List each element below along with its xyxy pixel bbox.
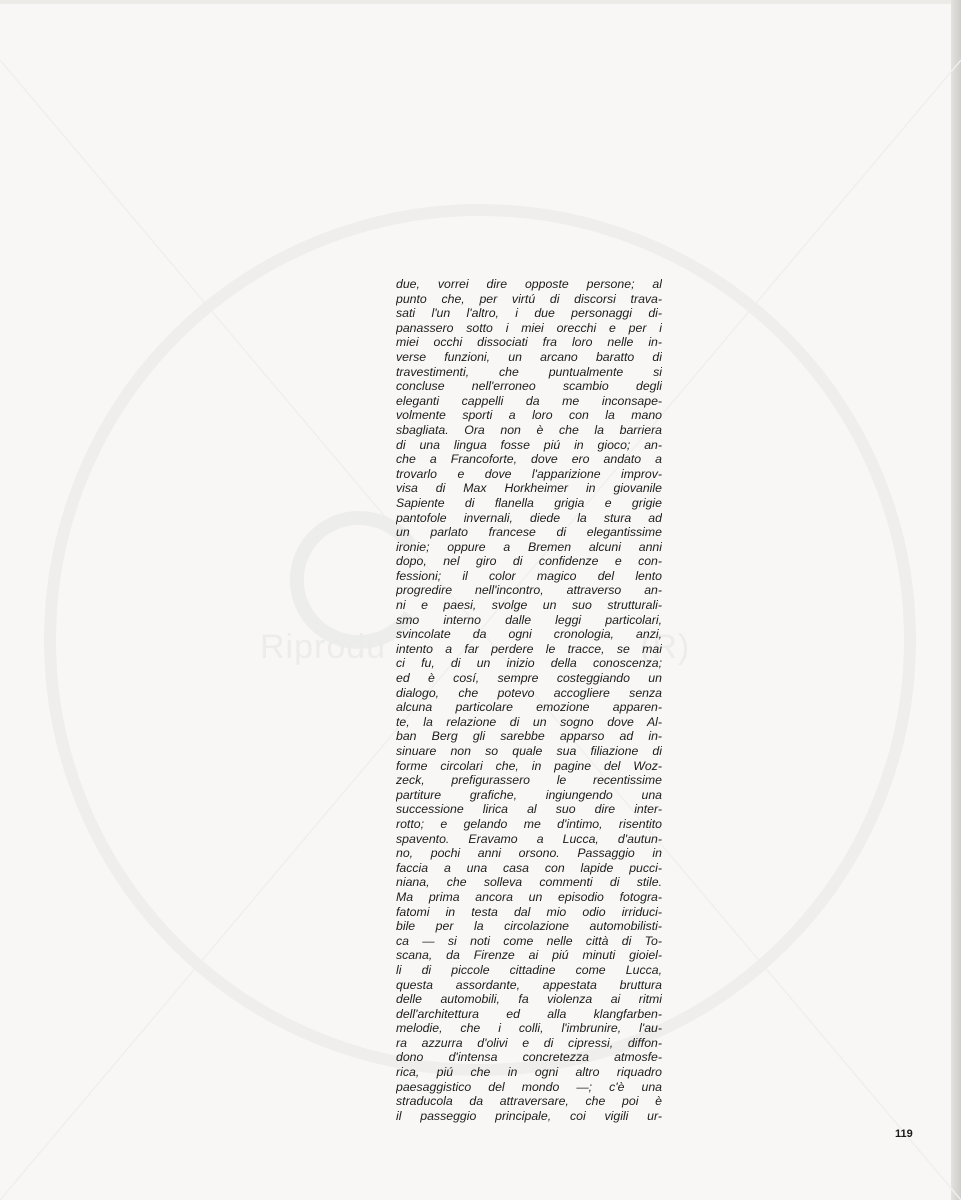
text-line: sati l'un l'altro, i due personaggi di- [396,306,662,321]
text-line: zeck, prefigurassero le recentissime [396,773,662,788]
text-line: travestimenti, che puntualmente si [396,364,662,379]
text-line: dell'architettura ed alla klangfarben- [396,1006,662,1021]
text-line: ed è cosí, sempre costeggiando un [396,671,662,686]
text-line: ban Berg gli sarebbe apparso ad in- [396,729,662,744]
text-line: partiture grafiche, ingiungendo una [396,787,662,802]
text-line: dono d'intensa concretezza atmosfe- [396,1050,662,1065]
text-line: trovarlo e dove l'apparizione improv- [396,466,662,481]
text-line: fatomi in testa dal mio odio irriduci- [396,904,662,919]
text-line: due, vorrei dire opposte persone; al [396,277,662,291]
text-line: un parlato francese di elegantissime [396,525,662,540]
text-line: dopo, nel giro di confidenze e con- [396,554,662,569]
text-line: volmente sporti a loro con la mano [396,408,662,423]
text-line: verse funzioni, un arcano baratto di [396,349,662,364]
watermark-c-logo [297,518,410,642]
text-line: pantofole invernali, diede la stura ad [396,510,662,525]
text-line: te, la relazione di un sogno dove Al- [396,714,662,729]
text-line: alcuna particolare emozione apparen- [396,700,662,715]
page-number: 119 [895,1128,913,1140]
text-line: bile per la circolazione automobilisti- [396,919,662,934]
text-line: visa di Max Horkheimer in giovanile [396,481,662,496]
text-line: faccia a una casa con lapide pucci- [396,860,662,875]
text-line: straducola da attraversare, che poi è [396,1094,662,1109]
text-line: successione lirica al suo dire inter- [396,802,662,817]
text-line: miei occhi dissociati fra loro nelle in- [396,335,662,350]
text-line: intento a far perdere le tracce, se mai [396,641,662,656]
text-line: spavento. Eravamo a Lucca, d'autun- [396,831,662,846]
text-line: che a Francoforte, dove ero andato a [396,452,662,467]
text-line: concluse nell'erroneo scambio degli [396,379,662,394]
watermark-text-left: Riprodu [260,628,387,666]
text-line: Sapiente di flanella grigia e grigie [396,495,662,510]
text-line: il passeggio principale, coi vigili ur- [396,1108,662,1123]
text-line: li di piccole cittadine come Lucca, [396,962,662,977]
text-line: rotto; e gelando me d'intimo, risentito [396,816,662,831]
text-line: niana, che solleva commenti di stile. [396,875,662,890]
text-line: punto che, per virtú di discorsi trava- [396,291,662,306]
text-line: fessioni; il color magico del lento [396,568,662,583]
text-line: forme circolari che, in pagine del Woz- [396,758,662,773]
text-line: no, pochi anni orsono. Passaggio in [396,846,662,861]
text-line: panassero sotto i miei orecchi e per i [396,320,662,335]
text-line: sbagliata. Ora non è che la barriera [396,422,662,437]
text-line: ca — si noti come nelle città di To- [396,933,662,948]
text-line: scana, da Firenze ai piú minuti gioiel- [396,948,662,963]
text-line: ci fu, di un inizio della conoscenza; [396,656,662,671]
text-line: dialogo, che potevo accogliere senza [396,685,662,700]
text-line: di una lingua fosse piú in gioco; an- [396,437,662,452]
text-line: ironie; oppure a Bremen alcuni anni [396,539,662,554]
text-line: delle automobili, fa violenza ai ritmi [396,992,662,1007]
watermark-text-right: (R) [640,628,691,666]
text-line: melodie, che i colli, l'imbrunire, l'au- [396,1021,662,1036]
text-line: ra azzurra d'olivi e di cipressi, diffon- [396,1035,662,1050]
text-line: eleganti cappelli da me inconsape- [396,393,662,408]
text-column [396,277,662,1123]
text-line: Ma prima ancora un episodio fotogra- [396,889,662,904]
text-line: questa assordante, appestata bruttura [396,977,662,992]
text-line: svincolate da ogni cronologia, anzi, [396,627,662,642]
text-line: rica, piú che in ogni altro riquadro [396,1065,662,1080]
text-line: progredire nell'incontro, attraverso an- [396,583,662,598]
text-line: ni e paesi, svolge un suo strutturali- [396,598,662,613]
text-line: paesaggistico del mondo —; c'è una [396,1079,662,1094]
text-line: sinuare non so quale sua filiazione di [396,744,662,758]
text-line: smo interno dalle leggi particolari, [396,612,662,627]
